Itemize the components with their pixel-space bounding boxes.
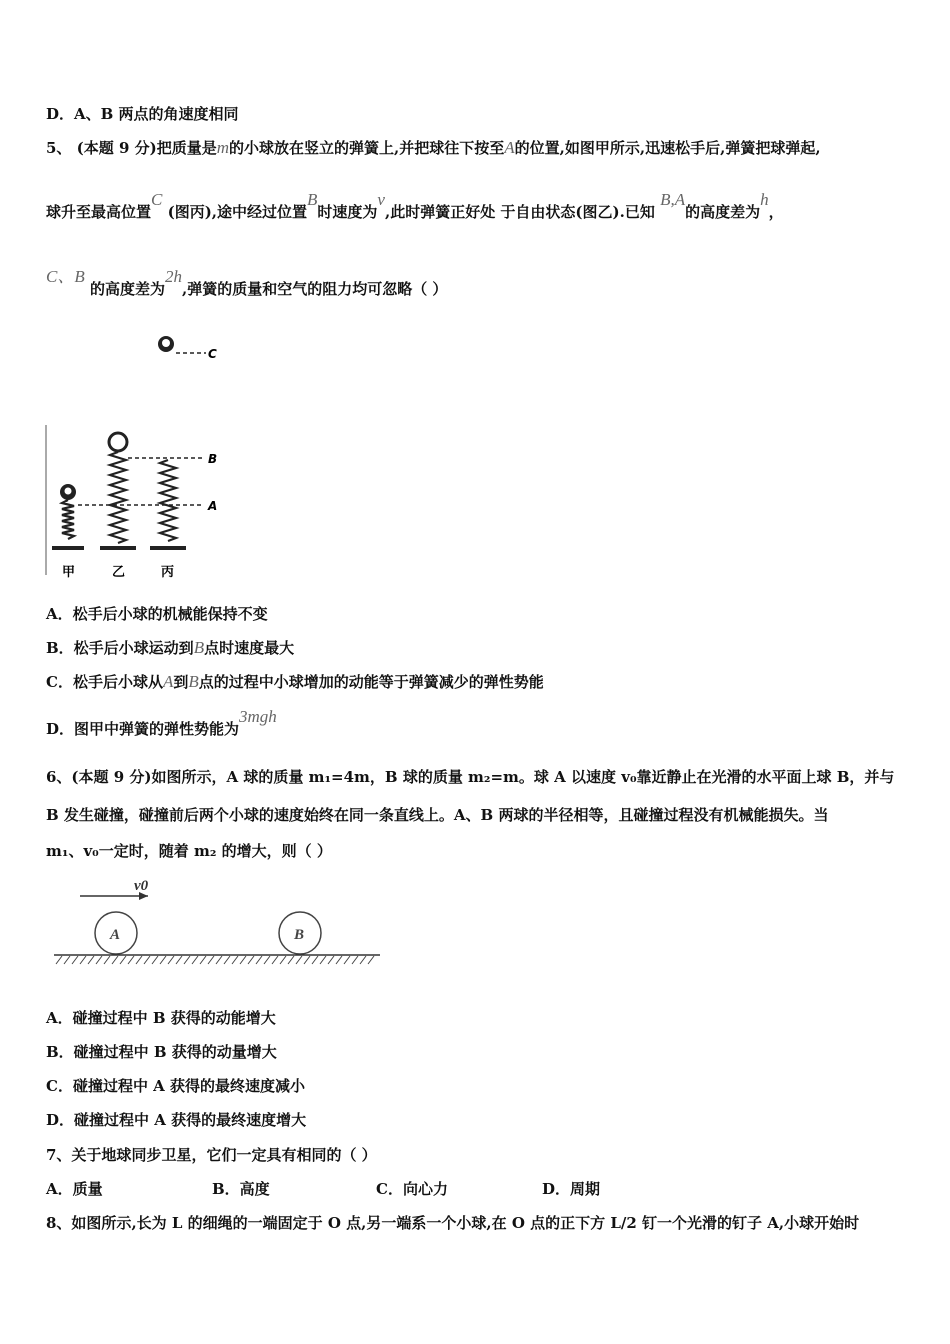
- label-a: A: [208, 499, 218, 513]
- q5-option-d: D．图甲中弹簧的弹性势能为3mgh: [46, 707, 277, 738]
- q6-stem-line3: m₁、v₀一定时，随着 m₂ 的增大，则（ ）: [46, 842, 332, 860]
- math-c: C: [151, 190, 163, 209]
- ball-b-label: B: [294, 927, 305, 943]
- math-m: m: [216, 138, 230, 157]
- math-h: h: [760, 190, 769, 209]
- math-3mgh: 3mgh: [239, 707, 277, 726]
- q5-option-c: C．松手后小球从A到B点的过程中小球增加的动能等于弹簧减少的弹性势能: [46, 672, 544, 691]
- q5-stem-line3: C、B 的高度差为2h,弹簧的质量和空气的阻力均可忽略（ ）: [46, 267, 448, 298]
- math-v: v: [377, 190, 385, 209]
- q6-option-b: B．碰撞过程中 B 获得的动量增大: [46, 1043, 277, 1061]
- label-c: C: [208, 347, 217, 361]
- q8-stem: 8、如图所示,长为 L 的细绳的一端固定于 O 点,另一端系一个小球,在 O 点的正下方 L/2 钉一个光滑的钉子 A,小球开始时: [46, 1214, 860, 1232]
- q7-option-c: C．向心力: [376, 1180, 448, 1198]
- ball-a-label: A: [110, 927, 121, 943]
- collision-figure: [50, 872, 390, 972]
- q5-option-a: A．松手后小球的机械能保持不变: [46, 605, 268, 623]
- q6-option-c: C．碰撞过程中 A 获得的最终速度减小: [46, 1077, 306, 1095]
- q7-option-b: B．高度: [212, 1180, 270, 1198]
- label-b: B: [208, 452, 218, 466]
- q6-option-a: A．碰撞过程中 B 获得的动能增大: [46, 1009, 276, 1027]
- q7-stem: 7、关于地球同步卫星，它们一定具有相同的（ ）: [46, 1146, 377, 1164]
- q5-stem-line2: 球升至最高位置C (图丙),途中经过位置B时速度为v,此时弹簧正好处 于自由状态(图乙).已知 B,A的高度差为h，: [46, 190, 784, 221]
- math-b: B: [307, 190, 318, 209]
- q7-option-d: D．周期: [542, 1180, 601, 1198]
- q6-option-d: D．碰撞过程中 A 获得的最终速度增大: [46, 1111, 307, 1129]
- q4-option-d: D．A、B 两点的角速度相同: [46, 105, 239, 123]
- caption-yi: 乙: [112, 565, 126, 580]
- math-cb: C、B: [46, 267, 85, 286]
- label-v0: v0: [134, 878, 149, 894]
- q7-option-a: A．质量: [46, 1180, 103, 1198]
- math-2h: 2h: [164, 267, 182, 286]
- q5-option-b: B．松手后小球运动到B点时速度最大: [46, 638, 295, 657]
- spring-figure: [44, 330, 234, 580]
- caption-bing: 丙: [161, 565, 175, 580]
- q6-stem-line2: B 发生碰撞，碰撞前后两个小球的速度始终在同一条直线上。A、B 两球的半径相等，且碰撞过程没有机械能损失。当: [46, 806, 829, 824]
- q6-stem-line1: 6、(本题 9 分)如图所示，A 球的质量 m₁=4m，B 球的质量 m₂=m。球 A 以速度 v₀靠近静止在光滑的水平面上球 B，并与: [46, 768, 895, 786]
- ball-yi-icon: [109, 433, 127, 451]
- caption-jia: 甲: [62, 565, 76, 580]
- math-a: A: [504, 138, 515, 157]
- math-ba: B,A: [660, 190, 686, 209]
- q5-stem-line1: 5、 (本题 9 分)把质量是m的小球放在竖立的弹簧上,并把球往下按至A的位置,如图甲所示,迅速松手后,弹簧把球弹起,: [46, 138, 821, 157]
